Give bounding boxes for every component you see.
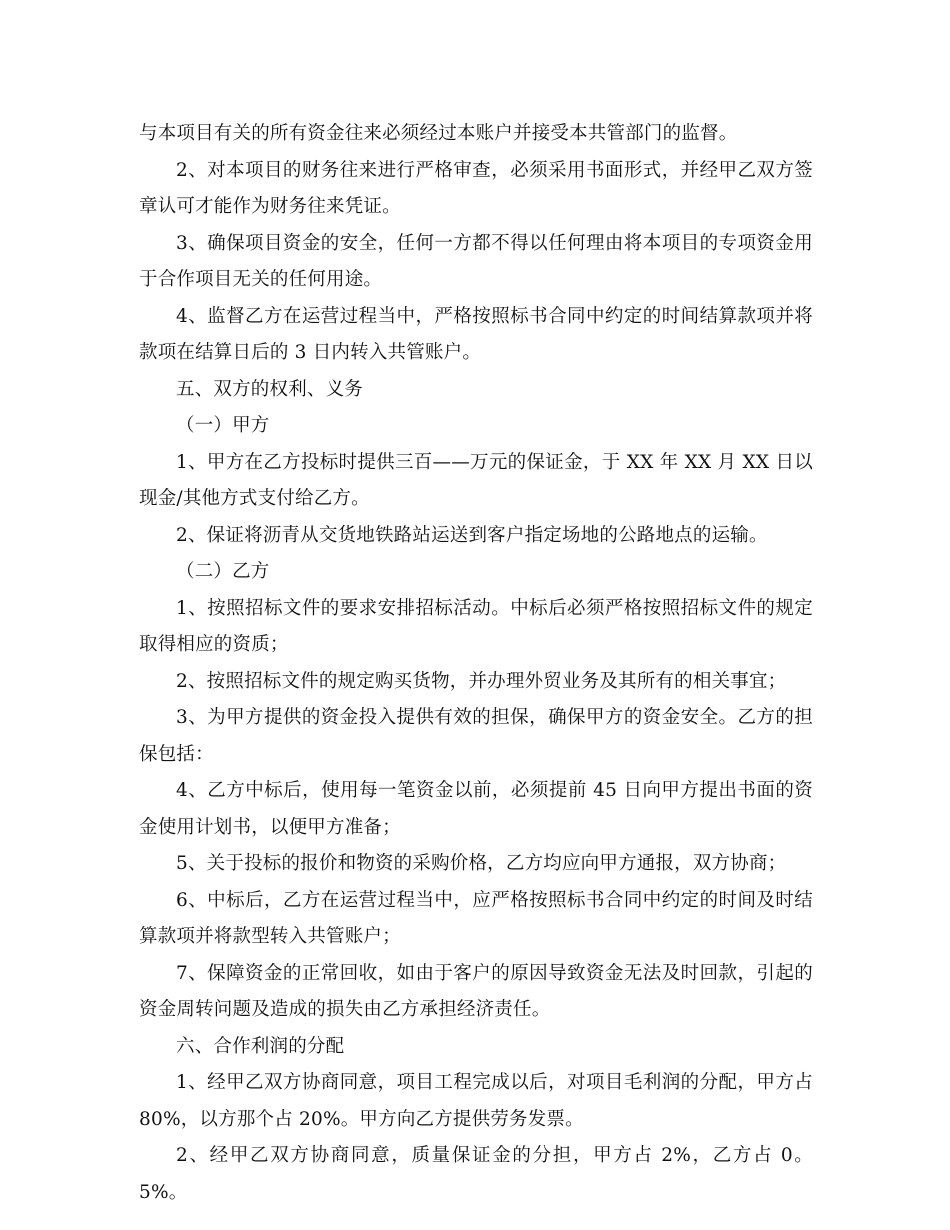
subsection-heading-party-a: （一）甲方 (176, 415, 270, 436)
paragraph-item-3: 3、确保项目资金的安全，任何一方都不得以任何理由将本项目的专项资金用于合作项目无关的任何用途。 (139, 232, 813, 290)
paragraph-party-b-4: 4、乙方中标后，使用每一笔资金以前，必须提前 45 日向甲方提出书面的资金使用计划书，以便甲方准备； (139, 780, 813, 838)
document-body (139, 116, 813, 1211)
paragraph-party-a-2: 2、保证将沥青从交货地铁路站运送到客户指定场地的公路地点的运输。 (176, 524, 768, 546)
paragraph-continuation: 与本项目有关的所有资金往来必须经过本账户并接受本共管部门的监督。 (139, 123, 738, 144)
paragraph-party-b-3: 3、为甲方提供的资金投入提供有效的担保，确保甲方的资金安全。乙方的担保包括： (139, 707, 813, 765)
paragraph-item-4: 4、监督乙方在运营过程当中，严格按照标书合同中约定的时间结算款项并将款项在结算日后的 3 日内转入共管账户。 (139, 305, 813, 363)
paragraph-party-b-5: 5、关于投标的报价和物资的采购价格，乙方均应向甲方通报，双方协商； (176, 853, 787, 874)
paragraph-party-b-6: 6、中标后，乙方在运营过程当中，应严格按照标书合同中约定的时间及时结算款项并将款型转入共管账户； (139, 889, 813, 947)
paragraph-party-a-1: 1、甲方在乙方投标时提供三百——万元的保证金，于 XX 年 XX 月 XX 日以现金/其他方式支付给乙方。 (139, 451, 813, 509)
section-heading-profit-distribution: 六、合作利润的分配 (176, 1035, 345, 1057)
paragraph-party-b-1: 1、按照招标文件的要求安排招标活动。中标后必须严格按照招标文件的规定取得相应的资质； (139, 597, 813, 655)
subsection-heading-party-b: （二）乙方 (176, 561, 270, 582)
paragraph-party-b-7: 7、保障资金的正常回收，如由于客户的原因导致资金无法及时回款，引起的资金周转问题及造成的损失由乙方承担经济责任。 (139, 962, 813, 1020)
section-heading-rights-obligations: 五、双方的权利、义务 (176, 378, 364, 400)
paragraph-item-2: 2、对本项目的财务往来进行严格审查，必须采用书面形式，并经甲乙双方签章认可才能作为财务往来凭证。 (139, 159, 813, 217)
paragraph-profit-1: 1、经甲乙双方协商同意，项目工程完成以后，对项目毛利润的分配，甲方占80%，以方那个占 20%。甲方向乙方提供劳务发票。 (139, 1072, 813, 1130)
paragraph-party-b-2: 2、按照招标文件的规定购买货物，并办理外贸业务及其所有的相关事宜； (176, 670, 787, 692)
paragraph-profit-2: 2、经甲乙双方协商同意，质量保证金的分担，甲方占 2%，乙方占 0。5%。 (139, 1145, 813, 1203)
